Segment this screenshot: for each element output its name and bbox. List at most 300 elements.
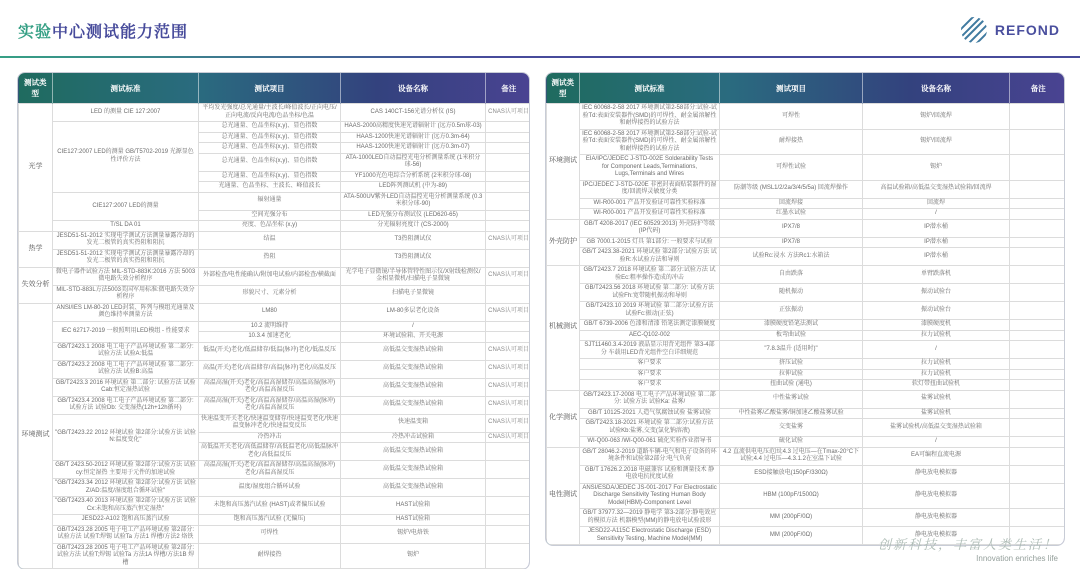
table-row <box>547 266 1065 284</box>
cell-test-item: 可焊性 <box>720 104 863 130</box>
cell-remark <box>1010 437 1065 448</box>
cell-device-name: EA可编程直流电源 <box>863 447 1010 465</box>
cell-remark <box>1010 483 1065 509</box>
cell-test-item: 高低温开关老化/高低温储存/高低温老化/高低温脉冲老化/高低温反压 <box>199 443 341 461</box>
table-row <box>19 267 531 285</box>
col-header-device-name: 设备名称 <box>341 73 486 104</box>
cell-device-name: 锡炉/电烙铁 <box>341 525 486 543</box>
table-row <box>19 360 531 378</box>
table-row <box>547 320 1065 331</box>
cell-standard: 微电子器件试验方法 MIL-STD-883K:2016 方法 5003 微电路失效分析程序 <box>53 267 199 285</box>
cell-remark <box>1010 237 1065 248</box>
cell-device-name: 单臂跌落机 <box>863 266 1010 284</box>
slogan-english: Innovation enriches life <box>976 554 1058 563</box>
cell-test-item: 形貌尺寸、元素分析 <box>199 285 341 303</box>
cell-remark <box>486 122 531 133</box>
cell-test-item: 随机振动 <box>720 284 863 302</box>
left-table-panel <box>17 72 530 569</box>
cell-standard: LED 的测量 CIE 127:2007 <box>53 104 199 122</box>
cell-test-item: 饱和高压蒸汽试验 (无偏压) <box>199 515 341 526</box>
cell-test-item: 空间光强分布 <box>199 210 341 221</box>
cell-test-item: 高温高湿(开关)老化/高温高湿储存/高温高湿(脉冲)老化/高温高湿反压 <box>199 461 341 479</box>
cell-device-name: T3热阻测试仪 <box>341 231 486 249</box>
cell-test-item: 板弯曲试验 <box>720 330 863 341</box>
cell-remark <box>486 461 531 479</box>
cell-device-name: 振动试验台 <box>863 302 1010 320</box>
table-row <box>547 419 1065 437</box>
cell-standard: MIL-STD-883L方法5003美国军用标准:微电路失效分析程序 <box>53 285 199 303</box>
cell-device-name: 分光辐射亮度计 (CS-2000) <box>341 221 486 232</box>
cell-remark <box>1010 359 1065 370</box>
cell-device-name: 高低温交变湿热试验箱 <box>341 342 486 360</box>
table-row <box>19 543 531 569</box>
cell-device-name: 高低温交变湿热试验箱 <box>341 443 486 461</box>
cell-remark <box>486 515 531 526</box>
cell-test-type: 热学 <box>19 231 53 267</box>
cell-device-name: 冷热冲击试验箱 <box>341 432 486 443</box>
cell-standard: IEC 62717-2019 一般照明用LED模组 - 性能要求 <box>53 321 199 342</box>
cell-standard: GB/T2423.28 2005 电子电工产品环境试验 第2部分: 试验方法 试验T:焊锡 试验Ta 方法1 焊槽/方法2 烙铁 <box>53 525 199 543</box>
cell-remark <box>486 543 531 569</box>
table-row <box>19 342 531 360</box>
cell-test-item: 总光通量、色品坐标(x,y)、显色指数 <box>199 153 341 171</box>
cell-remark <box>1010 209 1065 220</box>
cell-standard: GB/T2423.1 2008 电工电子产品环境试验 第二部分: 试验方法 试验A:低温 <box>53 342 199 360</box>
cell-standard: GB 7000.1-2015 灯具 第1部分: 一般要求与试验 <box>580 237 720 248</box>
table-row <box>19 378 531 396</box>
cell-remark: CNAS认可项目 <box>486 342 531 360</box>
cell-standard: CIE127:2007 LED的测量 <box>53 192 199 221</box>
cell-standard: ANSI/IES LM-80-20 LED封装、阵列与模组光通量及颜色维持率测量方法 <box>53 303 199 321</box>
capability-table-left <box>18 73 530 569</box>
right-table-panel <box>545 72 1065 546</box>
cell-test-item: 自由跌落 <box>720 266 863 284</box>
col-header-remark: 备注 <box>486 73 531 104</box>
cell-device-name: HAST试验箱 <box>341 515 486 526</box>
cell-remark <box>486 153 531 171</box>
cell-test-item: 耐焊接热 <box>199 543 341 569</box>
cell-device-name: 拉力试验机 <box>863 330 1010 341</box>
table-row <box>547 390 1065 408</box>
footer-slogan <box>878 534 1058 563</box>
table-row <box>547 369 1065 380</box>
cell-remark: CNAS认可项目 <box>486 104 531 122</box>
cell-standard: GB/T2423.7 2018 环境试验 第二部分:试验方法 试验Ec:粗率操作造成的冲击 <box>580 266 720 284</box>
cell-remark <box>486 210 531 221</box>
cell-test-item: 总光通量、色品坐标(x,y)、显色指数 <box>199 171 341 182</box>
cell-test-item: 挤压试验 <box>720 359 863 370</box>
cell-test-item: IPX7/8 <box>720 237 863 248</box>
col-header-device-name: 设备名称 <box>863 73 1010 104</box>
cell-test-item: 辐射通量 <box>199 192 341 210</box>
cell-standard: "GB/T2423.22 2012 环境试验 第2部分:试验方法 试验N:温度变化" <box>53 414 199 461</box>
table-header-row <box>547 73 1065 104</box>
table-row <box>547 237 1065 248</box>
cell-device-name: 环境试验箱、开关电源 <box>341 332 486 343</box>
cell-test-item: 可焊性试验 <box>720 155 863 181</box>
cell-standard: EIA/IPC/JEDEC J-STD-002E Solderability Tests for Component Leads,Terminations, Lugs,Terminals and Wires <box>580 155 720 181</box>
cell-remark <box>486 132 531 143</box>
col-header-test-item: 测试项目 <box>720 73 863 104</box>
cell-test-type: 光学 <box>19 104 53 232</box>
cell-test-item: 10.2 流明维持 <box>199 321 341 332</box>
refond-globe-icon <box>959 15 989 45</box>
cell-device-name: CAS 140CT-156光谱分析仪 (IS) <box>341 104 486 122</box>
cell-device-name: 静电放电模拟器 <box>863 483 1010 509</box>
cell-remark: CNAS认可项目 <box>486 231 531 249</box>
cell-device-name: 漆膜硬度机 <box>863 320 1010 331</box>
table-header-row <box>19 73 531 104</box>
cell-device-name: YF1000光色电综合分析系统 (2米积分球-08) <box>341 171 486 182</box>
cell-test-item: 光通量、色品坐标、主波长、峰值波长 <box>199 182 341 193</box>
cell-standard: GB/T2423.3 2016 环境试验 第二部分: 试验方法 试验Cab:恒定湿热试验 <box>53 378 199 396</box>
col-header-test-item: 测试项目 <box>199 73 341 104</box>
cell-test-item: 未饱和高压蒸汽试验 (HAST)或者偏压试验 <box>199 497 341 515</box>
cell-remark: CNAS认可项目 <box>486 267 531 285</box>
cell-test-item: 交变盐雾 <box>720 419 863 437</box>
table-row <box>19 104 531 122</box>
cell-device-name: 盐雾试验机 <box>863 390 1010 408</box>
table-row <box>547 180 1065 198</box>
cell-device-name: 盐雾试验机 <box>863 408 1010 419</box>
cell-remark <box>486 249 531 267</box>
table-row <box>547 341 1065 359</box>
cell-remark <box>486 192 531 210</box>
cell-device-name: T3热阻测试仪 <box>341 249 486 267</box>
cell-test-type: 环境测试 <box>547 104 580 220</box>
cell-standard: WI-Q00-063 /WI-Q00-061 硫化实验作业指导书 <box>580 437 720 448</box>
cell-remark <box>486 221 531 232</box>
cell-standard: WI-R00-001 产品开发验证可靠性实验标准 <box>580 209 720 220</box>
cell-device-name: / <box>863 209 1010 220</box>
cell-standard: 客户要求 <box>580 369 720 380</box>
cell-standard: GB/T 6739-2006 色漆和清漆 铅笔法测定漆膜硬度 <box>580 320 720 331</box>
cell-test-item: 硫化试验 <box>720 437 863 448</box>
cell-device-name: 软灯带扭曲试验机 <box>863 380 1010 391</box>
cell-device-name: 拉力试验机 <box>863 369 1010 380</box>
cell-remark <box>1010 509 1065 527</box>
cell-test-type: 外壳防护 <box>547 219 580 266</box>
cell-device-name: 光学电子显微镜/半导体管特性图示仪/X射线检测仪/金相显微机/扫描电子显微镜 <box>341 267 486 285</box>
cell-test-item: HBM (100pF/1500Ω) <box>720 483 863 509</box>
cell-test-type: 机械测试 <box>547 266 580 391</box>
cell-remark <box>1010 302 1065 320</box>
cell-test-item: 结温 <box>199 231 341 249</box>
table-row <box>19 285 531 303</box>
cell-remark: CNAS认可项目 <box>486 432 531 443</box>
cell-test-item: 平均发光强度/总光通量/主波长/峰值波长/正向电压/正向电流/反向电流/色品坐标/色温 <box>199 104 341 122</box>
table-row <box>19 122 531 133</box>
cell-standard: GB/T 2423.50-2012 环境试验 第2部分:试验方法 试验cy:恒定湿热 主要用于元件的加速试验 <box>53 461 199 479</box>
cell-test-item: 回流焊接 <box>720 198 863 209</box>
cell-standard: IPC/JEDEC J-STD-020E 非密封表面贴装器件的湿度/回流焊灵敏度分类 <box>580 180 720 198</box>
cell-device-name: 锡炉/回流焊 <box>863 129 1010 155</box>
table-row <box>547 408 1065 419</box>
table-row <box>547 155 1065 181</box>
cell-test-item: 快速温变开关老化/快速温变储存/快速温变老化/快速温变脉冲老化/快速温变反压 <box>199 414 341 432</box>
cell-test-item: 防潮等级 (MSL1/2/2a/3/4/5/5a) 回流焊操作 <box>720 180 863 198</box>
cell-remark <box>1010 419 1065 437</box>
cell-standard: GB/T2423.17-2008 电工电子产品环境试验 第二部分: 试验方法 试验Ka: 盐雾/ <box>580 390 720 408</box>
table-row <box>547 104 1065 130</box>
table-row <box>19 231 531 249</box>
cell-remark <box>1010 248 1065 266</box>
page-title <box>18 19 188 42</box>
cell-remark <box>486 479 531 497</box>
cell-standard: IEC 60068-2-58 2017 环境测试第2-58部分:试验-试验Td:表面安装器件(SMD)的可焊性、耐金属溶解性和耐焊接热的试验方法 <box>580 104 720 130</box>
cell-device-name: LED阵列测试机 (中为-89) <box>341 182 486 193</box>
cell-test-item: 亮度、色品坐标 (x,y) <box>199 221 341 232</box>
cell-test-item: 耐焊接热 <box>720 129 863 155</box>
page-title-highlight: 实验 <box>18 23 53 41</box>
cell-device-name: IP潜水桶 <box>863 248 1010 266</box>
page-title-rest: 中心测试能力范围 <box>52 23 189 41</box>
cell-test-item: 热阻 <box>199 249 341 267</box>
cell-test-item: 正弦振动 <box>720 302 863 320</box>
table-row <box>547 380 1065 391</box>
cell-device-name: / <box>863 437 1010 448</box>
table-row <box>19 525 531 543</box>
cell-device-name: 扫描电子显微镜 <box>341 285 486 303</box>
cell-remark <box>1010 341 1065 359</box>
table-row <box>547 465 1065 483</box>
cell-device-name: LM-80多层老化设备 <box>341 303 486 321</box>
cell-test-item: 可焊性 <box>199 525 341 543</box>
cell-device-name: HAST试验箱 <box>341 497 486 515</box>
table-row <box>19 479 531 497</box>
cell-remark <box>1010 320 1065 331</box>
table-row <box>547 330 1065 341</box>
table-row <box>19 192 531 210</box>
cell-remark <box>1010 284 1065 302</box>
table-row <box>19 497 531 515</box>
cell-device-name: 静电放电模拟器 <box>863 509 1010 527</box>
cell-device-name: HAAS-2000高精度快速光谱辐射计 (远方0.5m球-03) <box>341 122 486 133</box>
col-header-remark: 备注 <box>1010 73 1065 104</box>
cell-remark <box>486 332 531 343</box>
cell-standard: GB/T2423.4 2008 电工电子产品环境试验 第二部分: 试验方法 试验Db: 交变湿热(12h+12h循环) <box>53 396 199 414</box>
cell-standard: GB/T 10125-2021 人造气氛腐蚀试验 盐雾试验 <box>580 408 720 419</box>
capability-table-right <box>546 73 1065 545</box>
cell-remark <box>1010 447 1065 465</box>
cell-device-name: 高温试验箱/高低温交变湿热试验箱/回流焊 <box>863 180 1010 198</box>
cell-standard: JESD22-A102 饱和高压蒸汽试验 <box>53 515 199 526</box>
cell-test-item: 拉伸试验 <box>720 369 863 380</box>
cell-standard: "GB/T2423.40 2013 环境试验 第2部分:试验方法 试验Cx:未饱和高压蒸汽恒定湿热" <box>53 497 199 515</box>
cell-device-name: 振动试验台 <box>863 284 1010 302</box>
cell-test-item: 高温高湿(开关)老化/高温高湿储存/高温高湿(脉冲)老化/高温高湿反压 <box>199 378 341 396</box>
cell-device-name: 锡炉 <box>863 155 1010 181</box>
cell-standard: SJT11460.3.4-2019 液晶显示用背光组件 第3-4部分 车载用LED背光组件空白详细规范 <box>580 341 720 359</box>
cell-test-item: 中性盐雾/乙酸盐雾/铜加速乙酸盐雾试验 <box>720 408 863 419</box>
cell-device-name: 高低温交变湿热试验箱 <box>341 360 486 378</box>
cell-test-item: 低温(开关)老化/低温储存/低温(脉冲)老化/低温反压 <box>199 342 341 360</box>
slogan-chinese: 创新科技，丰富人类生活！ <box>877 538 1058 553</box>
cell-standard: CIE127:2007 LED的测量 GB/T5702-2019 光源显色性评价方法 <box>53 122 199 193</box>
cell-test-item: LM80 <box>199 303 341 321</box>
cell-remark <box>1010 330 1065 341</box>
cell-remark <box>486 443 531 461</box>
cell-device-name: 锡炉/回流焊 <box>863 104 1010 130</box>
cell-device-name: IP潜水桶 <box>863 219 1010 237</box>
table-row <box>547 437 1065 448</box>
table-row <box>19 321 531 332</box>
table-row <box>547 359 1065 370</box>
cell-test-item: 高温(开关)老化/高温储存/高温(脉冲)老化/高温反压 <box>199 360 341 378</box>
table-row <box>19 515 531 526</box>
logo-wordmark: REFOND <box>994 22 1060 38</box>
cell-standard: GB/T 17626.2.2018 电磁兼容 试验和测量技术 静电放电抗扰度试验 <box>580 465 720 483</box>
cell-standard: GB/T2423.2 2008 电工电子产品环境试验 第二部分: 试验方法 试验B:高温 <box>53 360 199 378</box>
content-area <box>0 58 1080 569</box>
cell-remark <box>486 182 531 193</box>
table-row <box>547 483 1065 509</box>
cell-device-name: 静电放电模拟器 <box>863 527 1010 545</box>
cell-device-name: 盐雾试验机/高低温交变湿热试验箱 <box>863 419 1010 437</box>
cell-test-item: 温度/湿度组合循环试验 <box>199 479 341 497</box>
cell-device-name: 锡炉 <box>341 543 486 569</box>
cell-device-name: HAAS-1200快速光谱辐射计 (远方0.3m-64) <box>341 132 486 143</box>
cell-device-name: 拉力试验机 <box>863 359 1010 370</box>
cell-device-name: ATA-1000LED自动温控光电分析测量系统 (1米积分球-56) <box>341 153 486 171</box>
col-header-test-type: 测试类型 <box>551 78 575 98</box>
cell-test-item: 中性盐雾试验 <box>720 390 863 408</box>
cell-test-item: 4.2 直流供电电压范围;4.3 过电压—在Tmax-20°C下试验;4.4 过电压—4.3.1.2在室温下试验 <box>720 447 863 465</box>
cell-device-name: 高低温交变湿热试验箱 <box>341 461 486 479</box>
table-row <box>547 129 1065 155</box>
cell-remark <box>486 171 531 182</box>
table-row <box>19 396 531 414</box>
cell-remark <box>486 285 531 303</box>
table-row <box>547 509 1065 527</box>
cell-remark <box>1010 408 1065 419</box>
table-row <box>547 248 1065 266</box>
cell-remark: CNAS认可项目 <box>486 360 531 378</box>
cell-test-item: 总光通量、色品坐标(x,y)、显色指数 <box>199 143 341 154</box>
cell-standard: JESD51-51-2012 实现电学测试方法测量暴露冷却的发光二极管的真实热阻和阻抗 <box>53 249 199 267</box>
table-row <box>19 303 531 321</box>
cell-remark <box>1010 380 1065 391</box>
cell-standard: GB/T 28046.2-2019 道路车辆-电气和电子设备的环境条件和试验第2部分:电气负荷 <box>580 447 720 465</box>
cell-standard: JESD51-51-2012 实现电学测试方法测量暴露冷却的发光二极管的真实热阻和阻抗 <box>53 231 199 249</box>
cell-standard: ANSI/ESDA/JEDEC JS-001-2017 For Electrostatic Discharge Sensitivity Testing Human Body Model(HBM)-Component Level <box>580 483 720 509</box>
refond-logo <box>959 15 1060 45</box>
cell-standard: T/SL DA 01 <box>53 221 199 232</box>
cell-test-type: 失效分析 <box>19 267 53 303</box>
cell-remark <box>486 143 531 154</box>
col-header-test-type: 测试类型 <box>24 78 47 98</box>
cell-test-item: 漆膜硬度铅笔法测试 <box>720 320 863 331</box>
cell-test-item: 扭曲试验 (通电) <box>720 380 863 391</box>
cell-test-item: 高温高湿(开关)老化/高温高湿储存/高温高湿(脉冲)老化/高温高湿反压 <box>199 396 341 414</box>
cell-standard: GB/T 2423.38-2021 环境试验 第2部分:试验方法 试验R:水试验方法和导则 <box>580 248 720 266</box>
cell-standard: GB/T 37977.32—2019 静电学 第3-2部分:静电效应的模拟方法 机器模型(MM)的静电放电试验波形 <box>580 509 720 527</box>
col-header-standard: 测试标准 <box>53 73 199 104</box>
cell-device-name: IP潜水桶 <box>863 237 1010 248</box>
cell-device-name: 高低温交变湿热试验箱 <box>341 396 486 414</box>
cell-device-name: 高低温交变湿热试验箱 <box>341 479 486 497</box>
table-row <box>19 461 531 479</box>
cell-remark: CNAS认可项目 <box>486 378 531 396</box>
cell-test-item: "7.8.3温升 (适用时)" <box>720 341 863 359</box>
table-row <box>547 219 1065 237</box>
cell-remark <box>1010 369 1065 380</box>
cell-remark <box>1010 219 1065 237</box>
table-row <box>547 284 1065 302</box>
cell-test-item: 总光通量、色品坐标(x,y)、显色指数 <box>199 132 341 143</box>
table-row <box>547 447 1065 465</box>
cell-device-name: 静电放电模拟器 <box>863 465 1010 483</box>
cell-remark <box>1010 180 1065 198</box>
cell-remark <box>1010 390 1065 408</box>
table-row <box>547 198 1065 209</box>
cell-remark: CNAS认可项目 <box>486 414 531 432</box>
table-row <box>19 249 531 267</box>
cell-device-name: 回流焊 <box>863 198 1010 209</box>
table-row <box>19 414 531 432</box>
cell-device-name: HAAS-1200快速光谱辐射计 (远方0.3m-07) <box>341 143 486 154</box>
cell-test-item: 10.3.4 加速老化 <box>199 332 341 343</box>
cell-standard: GB/T2423.28 2005 电子电工产品环境试验 第2部分:试验方法 试验T;焊锡 试验Ta 方法1A 焊槽/方法1B 焊槽 <box>53 543 199 569</box>
cell-device-name: / <box>863 341 1010 359</box>
table-row <box>547 209 1065 220</box>
cell-remark <box>1010 104 1065 130</box>
cell-test-type: 化学测试 <box>547 390 580 447</box>
cell-device-name: 高低温交变湿热试验箱 <box>341 378 486 396</box>
cell-test-item: MM (200pF/0Ω) <box>720 509 863 527</box>
cell-device-name: 快速温变箱 <box>341 414 486 432</box>
cell-standard: GB/T2423.10 2019 环境试验 第二部分:试验方法 试验Fc:振动(正弦) <box>580 302 720 320</box>
cell-remark <box>486 497 531 515</box>
cell-standard: GB/T 4208-2017 (IEC 60529:2013) 外壳防护等级(IP代码) <box>580 219 720 237</box>
cell-standard: 客户要求 <box>580 380 720 391</box>
cell-remark: CNAS认可项目 <box>486 303 531 321</box>
cell-device-name: ATA-500UV紫外LED自动温控光电分析测量系统 (0.3米积分球-90) <box>341 192 486 210</box>
cell-remark <box>1010 155 1065 181</box>
cell-device-name: LED光强分布测试仪 (LED620-65) <box>341 210 486 221</box>
page-header <box>0 0 1080 56</box>
cell-remark <box>1010 198 1065 209</box>
cell-standard: AEC-Q102-002 <box>580 330 720 341</box>
cell-test-item: MM (200pF/0Ω) <box>720 527 863 545</box>
cell-device-name: / <box>341 321 486 332</box>
cell-test-item: 红墨水试验 <box>720 209 863 220</box>
cell-remark <box>1010 266 1065 284</box>
cell-test-type: 环境测试 <box>19 303 53 569</box>
cell-remark <box>486 321 531 332</box>
cell-standard: 客户要求 <box>580 359 720 370</box>
cell-standard: WI-R00-001 产品开发验证可靠性实验标准 <box>580 198 720 209</box>
cell-test-item: 总光通量、色品坐标(x,y)、显色指数 <box>199 122 341 133</box>
cell-standard: "GB/T2423.34 2012 环境试验 第2部分:试验方法 试验Z/AD:温度/湿度组合循环试验" <box>53 479 199 497</box>
cell-remark: CNAS认可项目 <box>486 396 531 414</box>
cell-remark <box>486 525 531 543</box>
cell-test-item: 外部检查/电性能确认/附加电试验/内部检查/横截面 <box>199 267 341 285</box>
table-row <box>547 302 1065 320</box>
cell-standard: GB/T2423.18-2021 环境试验 第二部分:试验方法 试验Kb:盐雾,交变(氯化钠溶液) <box>580 419 720 437</box>
cell-remark <box>1010 129 1065 155</box>
cell-standard: GB/T2423.56 2018 环境试验 第二部分: 试验方法 试验Fh:宽带随机振动和导则 <box>580 284 720 302</box>
cell-test-item: ESD接触放电(150pF/330Ω) <box>720 465 863 483</box>
cell-remark <box>1010 465 1065 483</box>
cell-test-type: 电性测试 <box>547 447 580 545</box>
cell-standard: IEC 60068-2-58 2017 环境测试第2-58部分:试验-试验Td:表面安装器件(SMD)的可焊性、耐金属溶解性和耐焊接热的试验方法 <box>580 129 720 155</box>
cell-standard: JESD22-A115C Electrostatic Discharge (ESD) Sensitivity Testing, Machine Model(MM) <box>580 527 720 545</box>
cell-test-item: 试验Rc:浸水 方法Rc1:水箱法 <box>720 248 863 266</box>
table-row <box>19 221 531 232</box>
cell-test-item: 冷热冲击 <box>199 432 341 443</box>
col-header-standard: 测试标准 <box>580 73 720 104</box>
